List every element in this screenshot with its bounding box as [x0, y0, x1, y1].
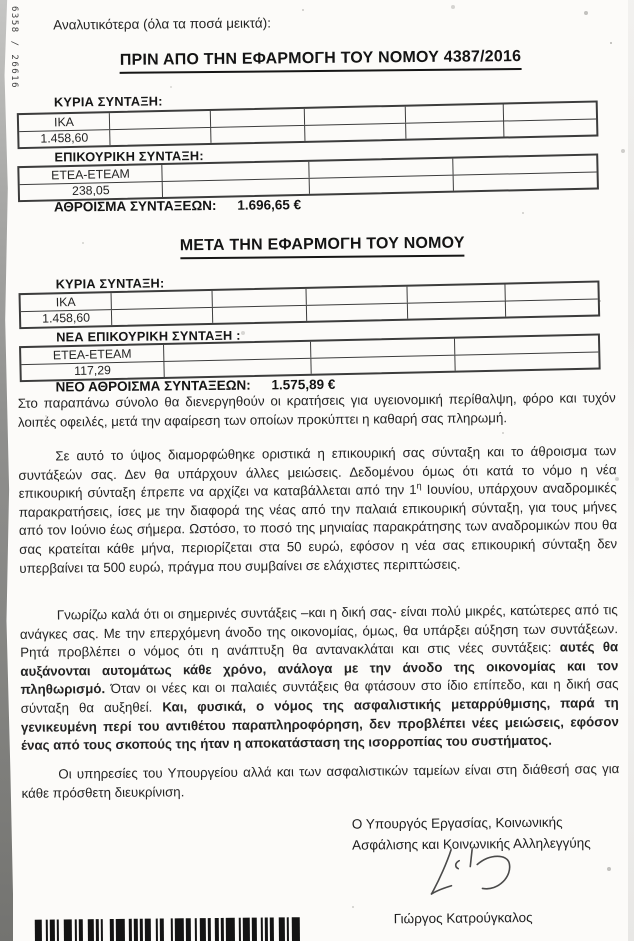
minister-title-line1: Ο Υπουργός Εργασίας, Κοινωνικής — [351, 814, 563, 832]
aux-pension-label-before: ΕΠΙΚΟΥΡΙΚΗ ΣΥΝΤΑΞΗ: — [54, 148, 204, 165]
table-cell — [305, 123, 406, 141]
main-pension-label-before: ΚΥΡΙΑ ΣΥΝΤΑΞΗ: — [53, 93, 163, 110]
table-cell — [163, 178, 310, 197]
table-cell — [406, 105, 504, 123]
table-cell — [164, 358, 311, 377]
signer-name: Γιώργος Κατρούγκαλος — [393, 909, 533, 927]
table-cell — [408, 301, 506, 319]
table-cell — [110, 127, 211, 145]
minister-title-line2: Ασφάλισης και Κοινωνικής Αλληλεγγύης — [351, 835, 591, 853]
table-cell-amount: 1.458,60 — [21, 310, 112, 327]
table-cell — [306, 287, 407, 305]
table-cell — [213, 289, 307, 307]
table-cell-fund: ΕΤΕΑ-ΕΤΕΑΜ — [19, 165, 162, 184]
table-cell-amount: 238,05 — [20, 181, 163, 200]
table-cell — [407, 285, 505, 303]
sum-after-label: ΝΕΟ ΑΘΡΟΙΣΜΑ ΣΥΝΤΑΞΕΩΝ: — [55, 377, 251, 395]
barcode-icon — [35, 917, 303, 941]
intro-note: Αναλυτικότερα (όλα τα ποσά μεικτά): — [53, 15, 271, 33]
table-cell — [307, 303, 408, 321]
table-cell — [309, 159, 453, 178]
table-cell — [162, 162, 309, 181]
sum-after-value: 1.575,89 € — [271, 376, 336, 393]
aux-pension-label-after: ΝΕΑ ΕΠΙΚΟΥΡΙΚΗ ΣΥΝΤΑΞΗ : — [56, 327, 241, 345]
table-cell — [506, 299, 598, 317]
table-cell — [110, 111, 211, 129]
table-cell — [305, 107, 406, 125]
sum-before-label: ΑΘΡΟΙΣΜΑ ΣΥΝΤΑΞΕΩΝ: — [53, 197, 217, 215]
table-cell-amount: 117,29 — [21, 361, 164, 380]
table-cell — [455, 352, 598, 371]
table-cell — [112, 291, 213, 309]
section-heading-after — [22, 233, 622, 261]
table-cell-amount: 1.458,60 — [19, 130, 110, 147]
table-cell-fund: ΙΚΑ — [19, 113, 110, 130]
section-heading-before — [20, 47, 620, 75]
table-cell — [504, 103, 596, 121]
main-pension-label-after: ΚΥΡΙΑ ΣΥΝΤΑΞΗ: — [55, 275, 165, 292]
table-cell — [455, 336, 598, 355]
paragraph-supplementary-pension: Σε αυτό το ύψος διαμορφώθηκε οριστικά η επικουρική σας σύνταξη και το άθροισμα των συντάξεών σας. Δεν θα υπάρχουν άλλες μειώσεις. Δεδομένου όμως ότι κατά το νόμο η νέα επικουρική σύνταξη έπρεπε να αρχίζει να καταβάλλεται από την $1^\eta$ Ιουνίου, υπάρχουν αναδρομικές παρακρατήσεις, ίσες με την διαφορά της νέας από την παλαιά επικουρική σύνταξη, για τους μήνες από τον Ιούνιο έως σήμερα. Ωστόσο, το ποσό της μηνιαίας παρακράτησης των αναδρομικών που θα σας κρατείται κάθε μήνα, περιορίζεται στα 50 ευρώ, εφόσον η νέα σας επικουρική σύνταξη δεν υπερβαίνει τα 500 ευρώ, πράγμα που συμβαίνει σε ελάχιστες περιπτώσεις. — [18, 443, 618, 576]
table-cell — [211, 109, 305, 127]
section-heading-after-text: ΜΕΤΑ ΤΗΝ ΕΦΑΡΜΟΓΗ ΤΟΥ ΝΟΜΟΥ — [180, 235, 465, 260]
paragraph-deductions: Στο παραπάνω σύνολο θα διενεργηθούν οι κρατήσεις για υγειονομική περίθαλψη, φόρο και τυχόν λοιπές οφειλές, μετά την αφαίρεση των οποίων προκύπτει η καθαρή σας πληρωμή. — [17, 390, 616, 430]
table-cell — [311, 355, 455, 374]
table-cell-fund: ΕΤΕΑ-ΕΤΕΑΜ — [21, 345, 164, 364]
paragraph-outlook: Γνωρίζω καλά ότι οι σημερινές συντάξεις –και η δική σας- είναι πολύ μικρές, κατώτερες από τις ανάγκες σας. Με την επερχόμενη άνοδο της οικονομίας, όμως, θα υπάρξει αύξηση των συντάξεων. Ρητά προβλέπει ο νόμος ότι η ανάπτυξη θα αντανακλάται και στις νέες συντάξεις: αυτές θα αυξάνονται αυτομάτως κάθε χρόνο, ανάλογα με την άνοδο της οικονομίας και τον πληθωρισμό. Όταν οι νέες και οι παλαιές συντάξεις θα φτάσουν στο ίδιο επίπεδο, και η δική σας σύνταξη θα αυξηθεί. Και, φυσικά, ο νόμος της ασφαλιστικής μεταρρύθμισης, παρά τη γενικευμένη περί του αντιθέτου παραπληροφόρηση, δεν προβλέπει νέες μειώσεις, εφόσον ένας από τους σκοπούς της ήταν η αποκατάσταση της ισορροπίας του συστήματος. — [19, 602, 619, 754]
table-cell — [112, 307, 213, 325]
table-cell — [453, 156, 596, 175]
section-heading-before-text: ΠΡΙΝ ΑΠΟ ΤΗΝ ΕΦΑΡΜΟΓΗ ΤΟΥ ΝΟΜΟΥ 4387/2016 — [120, 48, 521, 74]
document-reference-number: 6358 / 26616 — [9, 6, 19, 90]
table-cell — [454, 172, 597, 191]
table-cell — [311, 339, 455, 358]
table-cell — [310, 175, 454, 194]
sum-before-value: 1.696,65 € — [237, 197, 302, 213]
table-cell — [505, 283, 597, 301]
paragraph-services: Οι υπηρεσίες του Υπουργείου αλλά και των ασφαλιστικών ταμείων είναι στη διάθεσή σας για κάθε πρόσθετη διευκρίνιση. — [21, 761, 620, 801]
handwritten-signature-icon — [414, 846, 520, 907]
sum-before — [54, 197, 301, 214]
table-cell — [504, 119, 596, 137]
table-cell — [164, 342, 311, 361]
table-cell — [406, 121, 504, 139]
table-cell — [211, 125, 305, 143]
table-cell — [213, 305, 307, 323]
table-cell-fund: ΙΚΑ — [21, 293, 112, 310]
